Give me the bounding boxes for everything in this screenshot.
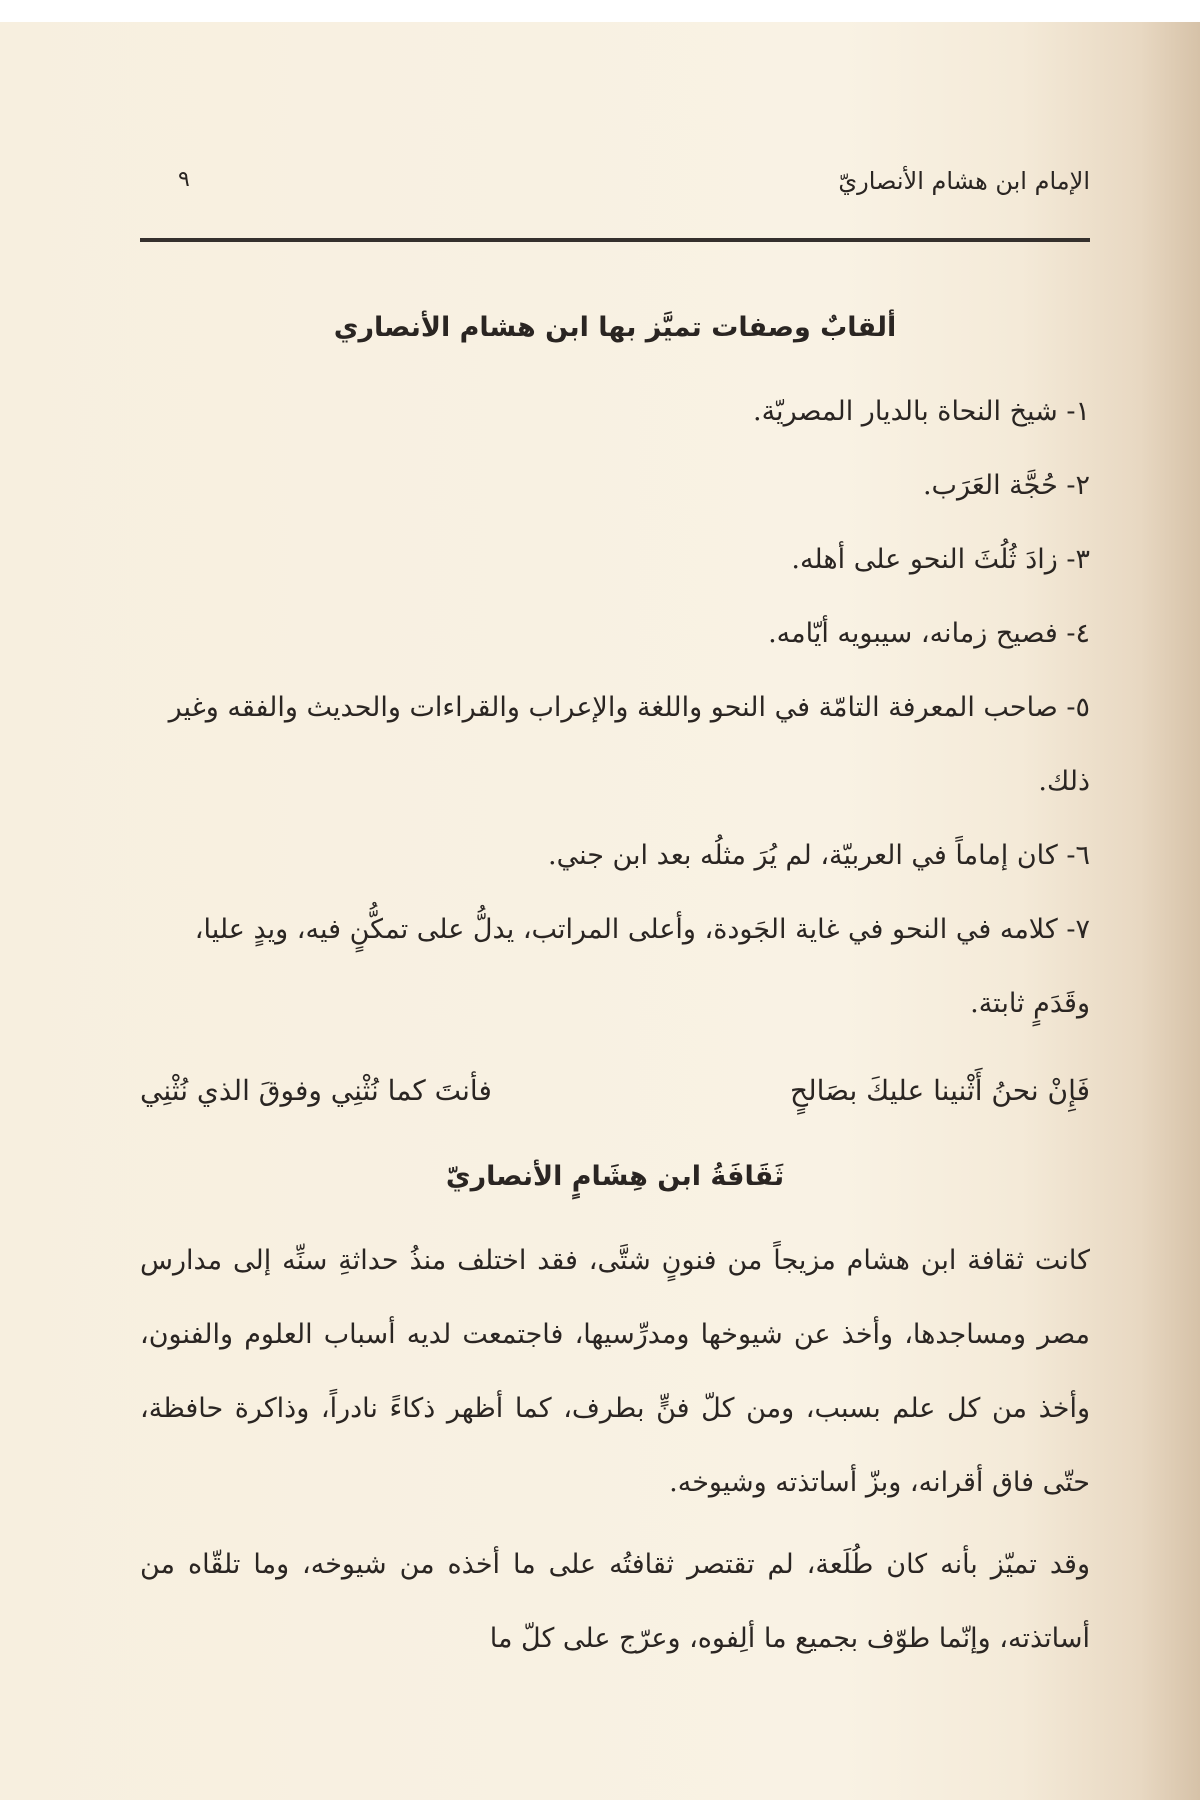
running-title: الإمام ابن هشام الأنصاريّ <box>838 167 1090 195</box>
poetry-verse <box>140 1061 1090 1121</box>
verse-first-hemistich: فَإِنْ نحنُ أَثْنينا عليكَ بصَالحٍ <box>790 1074 1090 1107</box>
section-heading-culture: ثَقَافَةُ ابن هِشَامٍ الأنصاريّ <box>445 1161 785 1192</box>
book-page <box>0 22 1200 1800</box>
list-item: ٣- زادَ ثُلُثَ النحو على أهله. <box>791 544 1090 575</box>
paragraph: وقد تميّز بأنه كان طُلَعة، لم تقتصر ثقافتُه على ما أخذه من شيوخه، وما تلقّاه من أساتذته، وإنّما طوّف بجميع ما ألِفوه، وعرّج على كلّ ما <box>140 1549 1090 1654</box>
list-item: ٧- كلامه في النحو في غاية الجَودة، وأعلى المراتب، يدلُّ على تمكُّنٍ فيه، ويدٍ عليا، وقَدَمٍ ثابتة. <box>194 914 1090 1019</box>
header-rule <box>140 238 1090 242</box>
page-number: ٩ <box>178 167 190 192</box>
list-item: ٦- كان إماماً في العربيّة، لم يُرَ مثلُه بعد ابن جني. <box>547 840 1090 871</box>
page-header <box>140 167 1090 217</box>
list-item: ١- شيخ النحاة بالديار المصريّة. <box>753 396 1090 427</box>
paragraph: كانت ثقافة ابن هشام مزيجاً من فنونٍ شتَّى، فقد اختلف منذُ حداثةِ سنِّه إلى مدارس مصر ومساجدها، وأخذ عن شيوخها ومدرِّسيها، فاجتمعت لديه أسباب العلوم والفنون، وأخذ من كل علم بسبب، ومن كلّ فنٍّ بطرف، كما أظهر ذكاءً نادراً، وذاكرة حافظة، حتّى فاق أقرانه، وبزّ أساتذته وشيوخه. <box>140 1245 1090 1498</box>
section-heading-titles: ألقابٌ وصفات تميَّز بها ابن هشام الأنصاري <box>333 312 897 343</box>
list-item: ٢- حُجَّة العَرَب. <box>922 470 1090 501</box>
page-content <box>140 312 1090 1684</box>
list-item: ٤- فصيح زمانه، سيبويه أيّامه. <box>768 618 1090 649</box>
verse-second-hemistich: فأنتَ كما نُثْنِي وفوقَ الذي نُثْنِي <box>140 1074 492 1107</box>
list-item: ٥- صاحب المعرفة التامّة في النحو واللغة والإعراب والقراءات والحديث والفقه وغير ذلك. <box>168 692 1090 797</box>
